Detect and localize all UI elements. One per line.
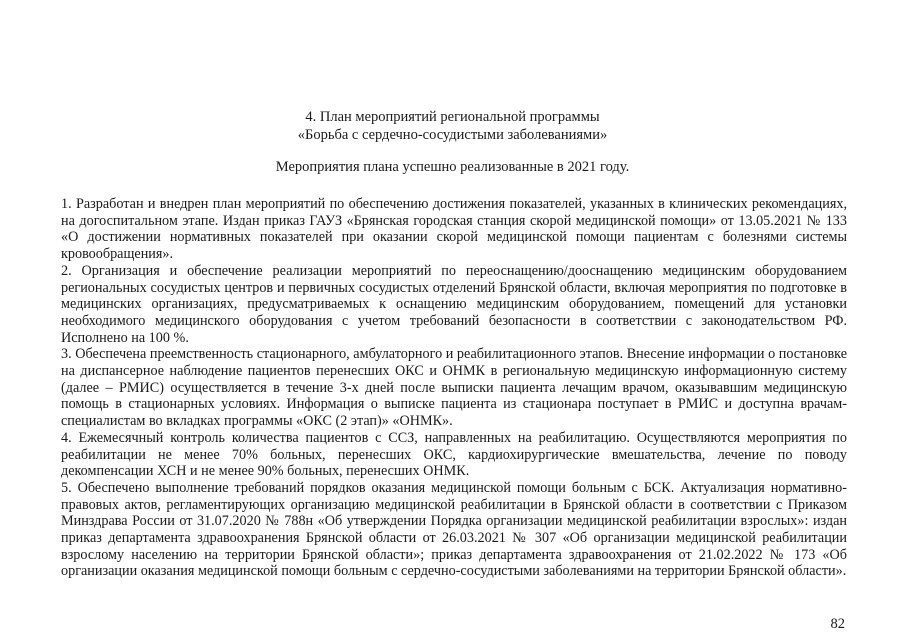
document-body bbox=[61, 196, 847, 580]
program-name: «Борьба с сердечно-сосудистыми заболеваниями» bbox=[297, 127, 608, 143]
page-number: 82 bbox=[830, 616, 845, 632]
paragraph-5: 5. Обеспечено выполнение требований порядков оказания медицинской помощи больным с БСК. Актуализация нормативно-правовых актов, регламентирующих организацию медицинской реабилитации в Брянской области в соответствии с Приказом Минздрава России от 31.07.2020 № 788н «Об утверждении Порядка организации медицинской реабилитации взрослых»: издан приказ департамента здравоохранения Брянской области от 26.03.2021 № 307 «Об организации медицинской реабилитации взрослому населению на территории Брянской области»; приказ департамента здравоохранения от 21.02.2022 № 173 «Об организации оказания медицинской помощи больным с сердечно-сосудистыми заболеваниями на территории Брянской области». bbox=[61, 479, 847, 580]
paragraph-2: 2. Организация и обеспечение реализации мероприятий по переоснащению/дооснащению медицинским оборудованием региональных сосудистых центров и первичных сосудистых отделений Брянской области, включая мероприятия по подготовке в медицинских организациях, предусматриваемых к оснащению медицинским оборудованием, помещений для установки необходимого медицинского оборудования с учетом требований безопасности в соответствии с законодательством РФ. Исполнено на 100 %. bbox=[61, 262, 847, 346]
paragraph-1: 1. Разработан и внедрен план мероприятий по обеспечению достижения показателей, указанных в клинических рекомендациях, на догоспитальном этапе. Издан приказ ГАУЗ «Брянская городская станция скорой медицинской помощи» от 13.05.2021 № 133 «О достижении нормативных показателей при оказании скорой медицинской помощи пациентам с болезнями системы кровообращения». bbox=[61, 196, 847, 263]
subheading: Мероприятия плана успешно реализованные в 2021 году. bbox=[275, 159, 630, 175]
section-title: 4. План мероприятий региональной программы bbox=[305, 109, 600, 125]
paragraph-3: 3. Обеспечена преемственность стационарного, амбулаторного и реабилитационного этапов. Внесение информации о постановке на диспансерное наблюдение пациентов перенесших ОКС и ОНМК в региональную медицинскую информационную систему (далее – РМИС) осуществляется в течение 3-х дней после выписки пациента лечащим врачом, оказывавшим медицинскую помощь в стационарных условиях. Информация о выписке пациента из стационара поступает в РМИС и доступна врачам-специалистам во вкладках программы «ОКС (2 этап)» «ОНМК». bbox=[61, 346, 847, 430]
paragraph-4: 4. Ежемесячный контроль количества пациентов с ССЗ, направленных на реабилитацию. Осуществляются мероприятия по реабилитации не менее 70% больных, перенесших ОКС, кардиохирургические вмешательства, лечение по поводу декомпенсации ХСН и не менее 90% больных, перенесших ОНМК. bbox=[61, 429, 847, 480]
